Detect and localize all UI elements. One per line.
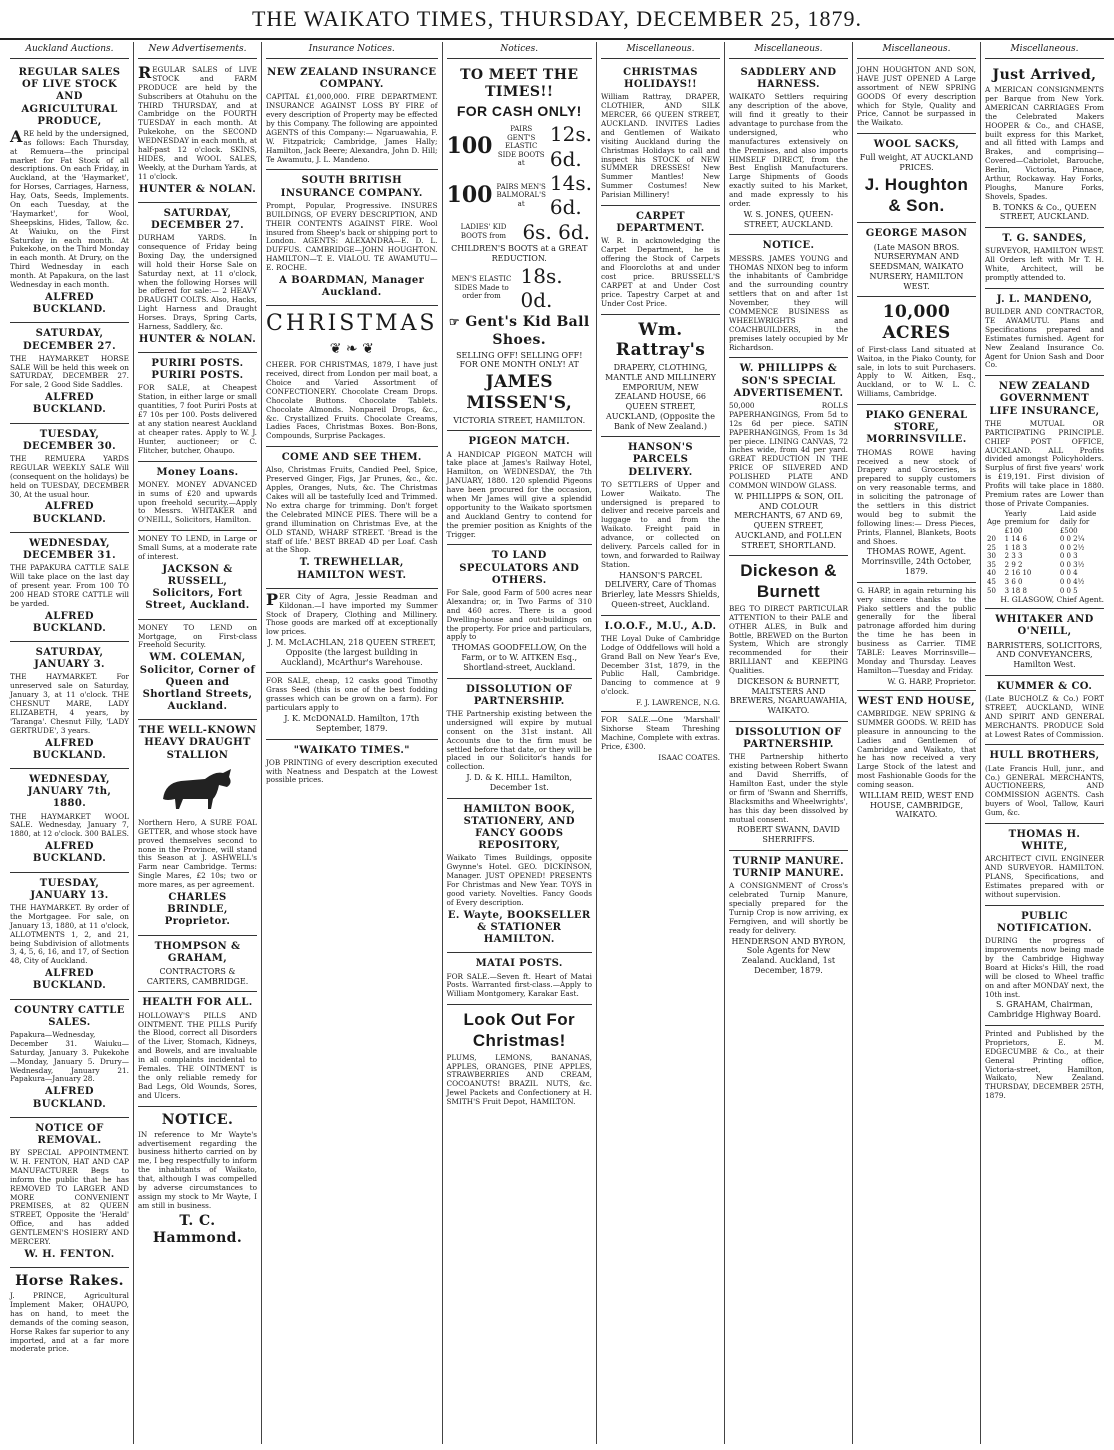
- ad-sign: W. PHILLIPPS & SON, OIL AND COLOUR MERCHANTS, 67 AND 69, QUEEN STREET, AUCKLAND, and FOLLEN STREET, SHORTLAND.: [734, 491, 843, 550]
- ad-title: THE WELL-KNOWN HEAVY DRAUGHT STALLION: [138, 725, 257, 761]
- ad-text: ARE held by the undersigned, as follows: Each Thursday, at Remuera—the principal market for Fat Stock of all descriptions. On each Friday, in Auckland, at the 'Haymarket', for Horses, Carriages, Harness, Hay, Oats, Seeds, Implements. On each Tuesday, at the 'Haymarket', for Wool, Sheepskins, Hides, Tallow, &c. At Waiuku, on the First Saturday in each month. At Pukekohe, on the Third Monday in each month. At Drury, on the Third Wednesday in each month. At Papakura, on the last Wednesday in each month.: [10, 126, 129, 290]
- ad-title: TO MEET THE TIMES!!: [460, 66, 579, 101]
- ad-sign: ALFRED BUCKLAND.: [32, 968, 107, 992]
- ad: [10, 424, 129, 533]
- column-heading: Miscellaneous.: [601, 42, 720, 59]
- column-miscellaneous-3: [981, 42, 1108, 1444]
- ad-text: G. HARP, in again returning his very sincere thanks to the Piako settlers and the public generally for the liberal patronage afforded him during the time he has been in business as Carrier. TIME TABLE: Leaves Morrinsville—Monday and Thursday. Leaves Hamilton—Tuesday and Friday.: [856, 585, 976, 675]
- table-cell: 2 9 2: [1004, 560, 1023, 569]
- ad-title: Just Arrived,: [992, 66, 1097, 83]
- ad-title: REGULAR SALES OF LIVE STOCK AND AGRICULTURAL PRODUCE,: [18, 66, 121, 127]
- ad: [857, 583, 976, 691]
- ad-sign: W. G. HARP, Proprietor.: [887, 676, 976, 686]
- ad: [447, 799, 592, 954]
- ad-text: IN reference to Mr Wayte's advertisement regarding the business hitherto carried on by me, I beg respectfully to inform the inhabitants of Waikato, that, although I was compelled by adverse circumstances to assign my stock to Mr Wayte, I am still in business.: [138, 1129, 257, 1210]
- ad-sign: ALFRED BUCKLAND.: [32, 501, 107, 525]
- column-heading: New Advertisements.: [138, 42, 257, 59]
- column-miscellaneous-1: [725, 42, 853, 1444]
- ad: [985, 745, 1104, 824]
- ad: [138, 462, 257, 532]
- ad: [10, 1268, 129, 1359]
- ad-title: J. L. MANDENO,: [996, 293, 1093, 305]
- pointing-hand-icon: ☞: [448, 315, 461, 330]
- ad-text: MONEY. MONEY ADVANCED in sums of £20 and upwards upon freehold security.—Apply to Messrs. WHITAKER and O'NEILL, Solicitors, Hamilton.: [138, 479, 257, 525]
- imprint: [985, 1026, 1104, 1106]
- table-cell: 0 0 3½: [1059, 560, 1085, 569]
- column-miscellaneous-2: [853, 42, 981, 1444]
- table-cell: 25: [986, 543, 996, 552]
- ad-title: NOTICE OF REMOVAL.: [35, 1122, 104, 1146]
- ad-sign: T. C. Hammond.: [152, 1212, 243, 1246]
- column-heading: Notices.: [447, 42, 592, 59]
- ad-text: DRAPERY, CLOTHING, MANTLE AND MILLINERY EMPORIUM, NEW ZEALAND HOUSE, 66 QUEEN STREET, AUCKLAND, (Opposite the Bank of New Zealand.): [605, 363, 716, 431]
- ad-text: Prompt, Popular, Progressive. INSURES BUILDINGS, OF EVERY DESCRIPTION, AND THEIR CONTENTS AGAINST FIRE. Wool insured from Sheep's back or shipping port to London. AGENTS: ALEXANDRA—E. D. L. DUFFUS. CAMBRIDGE—JOHN HOUGHTON. HAMILTON—T. E. VIALOU. TE AWAMUTU—E. ROCHE.: [266, 200, 438, 273]
- ad-sign: J. Houghton & Son.: [864, 174, 969, 215]
- ad: [10, 533, 129, 642]
- ad-title: SADDLERY AND HARNESS.: [740, 66, 837, 91]
- ad: [266, 740, 438, 791]
- ad-sign: HUNTER & NOLAN.: [138, 333, 257, 345]
- ad-title: CARPET DEPARTMENT.: [616, 211, 705, 235]
- ad: [10, 642, 129, 769]
- column-new-advertisements: [134, 42, 262, 1444]
- ad-text: CAPITAL £1,000,000. FIRE DEPARTMENT. INSURANCE AGAINST LOSS BY FIRE of every description of Property may be effected by this Company. The following are appointed AGENTS of this Company:— Ngaruawahia, F. W. Fitzpatrick; Cambridge, James Hally; Hamilton, Jack Beere; Alexandra, John D. Hill; Te Awamutu, J. L. Mandeno.: [266, 92, 438, 164]
- ad-title: NOTICE.: [762, 240, 815, 252]
- ad: [729, 358, 848, 556]
- ad-text: THOMAS ROWE having received a new stock of Drapery and Groceries, is prepared to supply customers on very reasonable terms, and in soliciting the patronage of the settlers in this district would beg to submit the following lines:— Dress Pieces, Prints, Flannel, Blankets, Boots and Shoes.: [856, 447, 976, 546]
- table-row: [985, 578, 1104, 587]
- ad-text: THE Loyal Duke of Cambridge Lodge of Oddfellows will hold a Grand Ball on New Year's Eve, December 31st, 1879, in the Public Hall, Cambridge. Dancing to commence at 9 o'clock.: [600, 633, 720, 697]
- ad-title: Money Loans.: [156, 466, 239, 478]
- ad: [138, 620, 257, 721]
- ad-text: DURHAM YARDS. In consequence of Friday being Boxing Day, the undersigned will hold their Horse Sale on Saturday next, at 11 o'clock, when the following Horses will be offered for sale:— 2 HEAVY DRAUGHT COLTS. Also, Hacks, Light Harness and Draught Horses. Drays, Spring Carts, Harness, Saddlery, &c.: [138, 233, 257, 332]
- ad-sign: HUNTER & NOLAN.: [138, 183, 257, 195]
- price-line: [447, 171, 592, 220]
- ad-title: DISSOLUTION OF PARTNERSHIP.: [735, 726, 842, 751]
- ad-title: PURIRI POSTS. PURIRI POSTS.: [151, 358, 244, 382]
- column-auckland-auctions: [6, 42, 134, 1444]
- imprint-text: Printed and Published by the Proprietors, E. M. EDGECUMBE & Co., at their General Printing office, Victoria-street, Hamilton, Waikato, New Zealand. THURSDAY, DECEMBER 25TH, 1879.: [984, 1028, 1104, 1101]
- ad-sign: WILLIAM REID, WEST END HOUSE, CAMBRIDGE, WAIKATO.: [859, 790, 974, 820]
- ad: [138, 353, 257, 462]
- table-header-row: [985, 510, 1104, 536]
- price-line: [447, 264, 592, 313]
- ad-sign: THOMAS GOODFELLOW, On the Farm, or to W. AITKEN Esq., Shortland-street, Auckland.: [451, 643, 587, 672]
- ad-text: CONTRACTORS & CARTERS, CAMBRIDGE.: [146, 966, 249, 986]
- ad: [447, 545, 592, 678]
- ad-text: THE HAYMARKET. For unreserved sale on Saturday, January 3, at 11 o'clock. THE CHESNUT MARE, LADY ELIZABETH, 4 years, by 'Taranga'. Chesnut Filly, 'LADY GERTRUDE', 3 years.: [10, 672, 129, 735]
- table-row: [985, 587, 1104, 596]
- ad-title: THOMAS H. WHITE,: [1008, 829, 1081, 853]
- ad: [729, 722, 848, 851]
- ad: [447, 62, 592, 431]
- ad-title: Dickeson & Burnett: [740, 561, 837, 602]
- ad: [10, 1118, 129, 1268]
- ad-sign: B. TONKS & Co., QUEEN STREET, AUCKLAND.: [992, 202, 1097, 222]
- ad-text: HOLLOWAY'S PILLS AND OINTMENT. THE PILLS Purify the Blood, correct all Disorders of the Liver, Stomach, Kidneys, and Bowels, and are invaluable in all complaints incidental to Females. THE OINTMENT is the only reliable remedy for Bad Legs, Old Wounds, Sores, and Ulcers.: [138, 1010, 257, 1100]
- ad-title: NOTICE.: [161, 1111, 234, 1128]
- ad-sign: T. TREWHELLAR, HAMILTON WEST.: [297, 557, 407, 581]
- ad-text: FOR SALE, at Cheapest Station, in either large or small quantities, 7 foot Puriri Posts at £7 10s per 100. Posts delivered at any station nearest Auckland at cheaper rates. Apply to W. J. Hunter, auctioneer; or C. Flitcher, butcher, Ohaupo.: [138, 383, 257, 455]
- ad-text: THE HAYMARKET WOOL SALE. Wednesday, January 7, 1880, at 12 o'clock. 300 BALES.: [10, 811, 129, 839]
- ad-title: NEW ZEALAND INSURANCE COMPANY.: [267, 66, 437, 91]
- masthead-title: THE WAIKATO TIMES, THURSDAY, DECEMBER 25, 1879.: [0, 0, 1114, 40]
- ad: [447, 679, 592, 799]
- ad-title: GEORGE MASON: [865, 228, 968, 240]
- ad-text: FOR SALE, cheap, 12 casks good Timothy Grass Seed (this is one of the best fodding grasses which can be grown on a farm). For particulars apply to: [266, 676, 438, 713]
- ad-text: FOR SALE.—One 'Marshall' Sixhorse Steam Threshing Machine, Complete with extras. Price, £300.: [600, 715, 720, 751]
- ad-title: [447, 314, 592, 348]
- table-cell: 50: [986, 586, 996, 595]
- table-row: [985, 561, 1104, 570]
- ad-text: TO SETTLERS of Upper and Lower Waikato. The undersigned is prepared to deliver and receive parcels and luggage to and from the Waikato. Freight paid in advance, or collected on delivery. Parcels called for in town, and forwarded to Railway Station.: [600, 479, 720, 569]
- ad-sign: F. J. LAWRENCE, N.G.: [635, 698, 720, 708]
- columns: [6, 42, 1108, 1444]
- ad-text: (Late BUCHOLZ & Co.) FORT STREET, AUCKLAND, WINE AND SPIRIT AND GENERAL MERCHANTS. PRODUCE Sold at Lowest Rates of Commission.: [984, 694, 1104, 739]
- ad-title: TUESDAY, JANUARY 13.: [30, 877, 109, 901]
- ad-text: William Rattray, DRAPER, CLOTHIER, AND SILK MERCER, 66 QUEEN STREET, AUCKLAND. INVITES Ladies and Gentlemen of Waikato visiting Auckland during the Christmas Holidays to call and inspect his STOCK of NEW SUMMER DRESSES! New Summer Mantles! New Summer Costumes! New Parisian Millinery!: [600, 92, 720, 200]
- price-amount: 14s. 6d.: [549, 170, 592, 220]
- ad-title: WEST END HOUSE,: [857, 695, 976, 707]
- ad: [10, 323, 129, 423]
- ad: [857, 297, 976, 405]
- ad-title: COUNTRY CATTLE SALES.: [14, 1004, 125, 1028]
- ad-title: PUBLIC NOTIFICATION.: [997, 910, 1092, 935]
- ad-title: PIGEON MATCH.: [468, 436, 570, 448]
- ad-text: J. PRINCE, Agricultural Implement Maker, OHAUPO, has on hand, to meet the demands of the coming season, Horse Rakes far superior to any imported, and at a far more moderate price.: [10, 1291, 129, 1354]
- column-heading: Miscellaneous.: [857, 42, 976, 59]
- column-heading: Auckland Auctions.: [10, 42, 129, 59]
- ad-text: THE PAPAKURA CATTLE SALE Will take place on the last day of present year. From 100 TO 200 HEAD STORE CATTLE will be yarded.: [10, 563, 129, 608]
- table-cell: 45: [986, 578, 996, 587]
- ad: [985, 906, 1104, 1026]
- ad: [138, 992, 257, 1106]
- ad-text: THE HAYMARKET HORSE SALE Will be held this week on SATURDAY, DECEMBER 27. For sale, 2 Good Side Saddles.: [10, 353, 129, 390]
- price-quantity: 100: [446, 181, 493, 208]
- ad-title: PIAKO GENERAL STORE, MORRINSVILLE.: [865, 410, 968, 446]
- table-cell: 20: [986, 535, 996, 544]
- price-description: PAIRS GENT'S ELASTIC SIDE BOOTS at: [497, 125, 545, 168]
- ad: [985, 376, 1104, 609]
- ad-text: MESSRS. JAMES YOUNG and THOMAS NIXON beg to inform the inhabitants of Cambridge and the surrounding country settlers that on and after 1st November, they will COMMENCE BUSINESS as WHEELWRIGHTS and COACHBUILDERS, in the premises lately occupied by Mr Richardson.: [728, 253, 848, 352]
- ad-sign: DICKESON & BURNETT, MALTSTERS AND BREWERS, NGARUAWAHIA, WAIKATO.: [729, 676, 848, 716]
- table-row: [985, 535, 1104, 544]
- ad-text: THE MUTUAL OR PARTICIPATING PRINCIPLE. CHIEF POST OFFICE, AUCKLAND. ALL Profits divided amongst Policyholders. Surplus of first five years' work is £19,191. First division of Profits will take place in 1880. Premium rates are Lower than those of Private Companies.: [984, 418, 1104, 508]
- ad-sign: ALFRED BUCKLAND.: [32, 1086, 107, 1110]
- column-insurance-notices: [262, 42, 443, 1444]
- column-heading: Miscellaneous.: [985, 42, 1104, 59]
- ad: [857, 62, 976, 134]
- ad-title: CHRISTMAS: [266, 311, 438, 337]
- table-cell: 0 0 3: [1059, 552, 1078, 561]
- ad-text: CHEER. FOR CHRISTMAS, 1879, I have just received, direct from London per mail boat, a Choice and Varied Assortment of CONFECTIONERY. Chocolate Cream Drops. Chocolate Buttons. Chocolate Tablets. Chocolate Almonds. Nonpareil Drops, &c., &c. Crystallized Fruits. Chocolate Creams, Ladies Faces, Christmas Boxes. Bon-Bons, Compounds, Surprise Packages.: [266, 360, 438, 441]
- ad: [447, 953, 592, 1005]
- ad-title: DISSOLUTION OF PARTNERSHIP.: [466, 683, 573, 707]
- ad-title: WEDNESDAY, DECEMBER 31.: [22, 537, 116, 562]
- table-cell: 2 3 3: [1004, 552, 1023, 561]
- ad-text: Also, Christmas Fruits, Candied Peel, Spice, Preserved Ginger, Figs, Jar Prunes, &c., &c. Apples, Oranges, Nuts, &c. The Christmas Cakes will all be tastefully Iced and Trimmed. No extra charge for trimming. Don't forget the Celebrated MINCE PIES. There will be a grand illumination on Christmas Eve, at the OLD STAND, WHARF STREET. 'Bread is the staff of life.' BEST BREAD 4D per Loaf. Cash at the Shop.: [266, 465, 438, 555]
- ad-sign: S. GRAHAM, Chairman, Cambridge Highway Board.: [988, 1000, 1101, 1020]
- ad-text: REGULAR SALES of LIVE STOCK and FARM PRODUCE are held by the Subscribers at Otahuhu on the THIRD THURSDAY, and at Cambridge on the FOURTH TUESDAY in each month. At Pukekohe, on the SECOND WEDNESDAY in each month, at half-past 12 o'clock. SKINS, HIDES, and WOOL SALES, Weekly, at the Durham Yards, at 11 o'clock.: [138, 62, 257, 181]
- ad-text: MONEY TO LEND, in Large or Small Sums, at a moderate rate of interest.: [138, 534, 257, 562]
- ad: [266, 306, 438, 447]
- table-cell: 0 0 2¼: [1059, 535, 1085, 544]
- table-cell: 35: [986, 560, 996, 569]
- price-amount: 12s. 6d.: [549, 122, 592, 171]
- table-row: [985, 569, 1104, 578]
- ad-text: W. R. in acknowledging the Carpet Department, he is offering the Stock of Carpets and Floorcloths at and under cost price. BRUSSELL'S CARPET at and Under Cost price. Tapestry Carpet at and Under Cost Price.: [600, 236, 720, 308]
- ad: [138, 720, 257, 935]
- ad-text: VICTORIA STREET, HAMILTON.: [453, 415, 586, 425]
- ad-text: of First-class Land situated at Waitoa, in the Piako County, for sale, in lots to suit Purchasers. Apply to W. Aitken, Esq., Auckland, or to W. L. C. Williams, Cambridge.: [856, 344, 976, 399]
- ad-text: Full weight, AT AUCKLAND PRICES.: [859, 153, 974, 173]
- ad: [601, 62, 720, 206]
- ad: [138, 62, 257, 203]
- ad-title: WHITAKER AND O'NEILL,: [995, 614, 1094, 638]
- ad: [447, 1005, 592, 1112]
- ad: [447, 431, 592, 545]
- ad-title: HEALTH FOR ALL.: [142, 997, 253, 1009]
- ad-text: THE HAYMARKET. By order of the Mortgagee. For sale, on January 13, 1880, at 11 o'clock, ALLOTMENTS 1, 2, and 21, being Subdivision of allotments 3, 4, 5, 6, 16, and 17, of Section 48, City of Auckland.: [10, 903, 129, 966]
- ad: [985, 228, 1104, 289]
- price-quantity: 100: [446, 133, 493, 160]
- ad-title: SATURDAY, JANUARY 3.: [34, 647, 105, 671]
- price-amount: 6s. 6d.: [522, 219, 591, 244]
- kid-ball-shoes-title: Gent's Kid Ball Shoes.: [465, 314, 590, 348]
- ad: [857, 405, 976, 583]
- ad: [857, 223, 976, 297]
- ad-text: A HANDICAP PIGEON MATCH will take place at James's Railway Hotel, Hamilton, on WEDNESDAY, the 7th JANUARY, 1880. 120 splendid Pigeons have been procured for the occasion, when Mr James will give a splendid opportunity to the Waikato sportsmen and Auckland Gentry to contend for the premier position as Knights of the Trigger.: [446, 449, 592, 539]
- ad-text: WAIKATO Settlers requiring any description of the above, will find it greatly to their advantage to purchase from the undersigned, who manufactures extensively on the Premises, and also imports HIMSELF DIRECT, from the Best English Manufacturers. Large Shipments of Goods exactly suited to his Market, and made expressly to his order.: [728, 92, 848, 209]
- ad-title: SATURDAY, DECEMBER 27.: [22, 328, 116, 352]
- horse-illustration-icon: [138, 765, 257, 816]
- ad: [138, 1107, 257, 1253]
- ad-title: HAMILTON BOOK, STATIONERY, AND FANCY GOODS REPOSITORY,: [463, 803, 576, 852]
- ad-text: A MERICAN CONSIGNMENTS per Barque from New York. AMERICAN CARRIAGES From the Celebrated Makers HOOPER & Co., and CHASE, built express for this Market, and all fitted with Lamps and Brakes, and comprising— Covered—Cabriolet, Barouche, Berlin, Victoria, Pinnace, Arthur, Rockaway. Hay Forks, Ploughs, Manure Forks, Shovels, Spades.: [984, 85, 1104, 201]
- ad: [138, 531, 257, 619]
- ad-text: PLUMS, LEMONS, BANANAS, APPLES, ORANGES, PINE APPLES, STRAWBERRIES AND CREAM, COCOANUTS! BRAZIL NUTS, &c. Jewel Packets and Confectionery at H. SMITH'S Fruit Depot, HAMILTON.: [446, 1052, 592, 1107]
- ad: [10, 873, 129, 1000]
- ad-sign: WM. COLEMAN, Solicitor, Corner of Queen and Shortland Streets, Auckland.: [139, 652, 256, 713]
- price-line: [447, 122, 592, 171]
- table-cell: 40: [986, 569, 996, 578]
- ad-sign: ALFRED BUCKLAND.: [32, 737, 107, 761]
- price-description: LADIES' KID BOOTS from: [460, 223, 507, 240]
- ad-sign: J. M. McLACHLAN, 218 QUEEN STREET, Opposite (the largest building in Auckland), McArthur's Warehouse.: [267, 638, 436, 667]
- ad: [10, 62, 129, 323]
- ad-sign: W. H. FENTON.: [24, 1248, 115, 1260]
- ornament-icon: ❦ ❧ ❦: [329, 341, 374, 358]
- ad-sign: H. GLASGOW, Chief Agent.: [1000, 595, 1104, 605]
- table-cell: 30: [986, 552, 996, 561]
- ad-title: W. PHILLIPPS & SON'S SPECIAL ADVERTISEMENT.: [733, 363, 844, 399]
- ad-sign: ALFRED BUCKLAND.: [32, 841, 107, 865]
- ad: [266, 170, 438, 306]
- table-cell: 0 0 5: [1059, 586, 1078, 595]
- premium-table: [985, 510, 1104, 595]
- ad-text: THE Partnership existing between the undersigned will expire by mutual consent on the 31st instant. All Accounts due to the firm must be settled before that date, or they will be placed in our Solicitor's hands for collection.: [446, 708, 592, 772]
- ad: [266, 62, 438, 171]
- ad-sign: J. D. & K. HILL. Hamilton, December 1st.: [466, 773, 573, 792]
- ad-title: I.O.O.F., M.U., A.D.: [604, 620, 717, 632]
- table-header: Age: [986, 518, 1001, 527]
- ad-text: Papakura—Wednesday, December 31. Waiuku—Saturday, January 3. Pukekohe—Monday, January 5. Drury—Wednesday, January 21. Papakura—January 28.: [10, 1029, 129, 1084]
- ad-text: (Late Francis Hull, junr., and Co.) GENERAL MERCHANTS, AUCTIONEERS, AND COMMISSION AGENTS. Cash buyers of Wool, Tallow, Kauri Gum, &c.: [984, 763, 1104, 818]
- ad-text: BUILDER AND CONTRACTOR, TE AWAMUTU. Plans and Specifications prepared and Estimates furnished. Agent for New Zealand Insurance Co. Agent for Union Sash and Door Co.: [984, 307, 1104, 370]
- ad-text: DURING the progress of improvements now being made by the Cambridge Highway Board at Hicks's Hill, the road will be closed to Wheel traffic on and after MONDAY next, the 10th inst.: [984, 936, 1104, 999]
- ad: [601, 616, 720, 713]
- ad-title: WOOL SACKS,: [873, 139, 960, 151]
- ad: [729, 62, 848, 235]
- ad: [266, 673, 438, 739]
- ad-title: WEDNESDAY, JANUARY 7th, 1880.: [27, 774, 112, 810]
- ad-title: KUMMER & CO.: [996, 680, 1093, 692]
- ad-text: 50,000 ROLLS PAPERHANGINGS, From 5d to 12s 6d per piece. SATIN PAPERHANGINGS, From 1s 3d per piece. LINING CANVAS, 72 Inches wide, from 4d per yard. GREAT REDUCTION IN THE PRICE OF SILVERED AND POLISHED PLATE AND COMMON WINDOW GLASS.: [728, 400, 848, 490]
- ad-sign: E. Wayte, BOOKSELLER & STATIONER HAMILTON.: [447, 909, 591, 946]
- ad-sign: ISAAC COATES.: [658, 752, 720, 762]
- column-heading: Insurance Notices.: [266, 42, 438, 59]
- ad: [985, 824, 1104, 906]
- ad-text: SURVEYOR, HAMILTON WEST. All Orders left with Mr T. H. White, Architect, will be promptly attended to.: [984, 246, 1104, 282]
- ad: [729, 851, 848, 981]
- ad-title: HANSON'S PARCELS DELIVERY.: [628, 442, 693, 478]
- ad-text: THE Partnership hitherto existing between Robert Swann and David Sherriffs, of Hamilton East, under the style or firm of 'Swann and Sherriffs, Blacksmiths and Wheelwrights', has this day been dissolved by mutual consent.: [728, 752, 848, 824]
- ad-text: THE REMUERA YARDS REGULAR WEEKLY SALE Will (consequent on the holidays) be held on TUESDAY, DECEMBER 30, At the usual hour.: [10, 454, 129, 499]
- ad: [601, 315, 720, 438]
- table-cell: 3 18 8: [1004, 586, 1027, 595]
- ad-title: 10,000 ACRES: [882, 302, 951, 344]
- ad-title: Horse Rakes.: [15, 1273, 124, 1290]
- ad-title: "WAIKATO TIMES.": [293, 744, 410, 756]
- ad-title: Look Out For Christmas!: [463, 1010, 575, 1050]
- ad: [857, 691, 976, 825]
- ad-text: ARCHITECT CIVIL ENGINEER AND SURVEYOR. HAMILTON. PLANS, Specifications, and Estimates prepared with or without supervision.: [984, 854, 1104, 899]
- ad: [601, 437, 720, 615]
- column-notices: [443, 42, 597, 1444]
- ad-sign: A BOARDMAN, Manager Auckland.: [279, 274, 425, 299]
- ad-text: CAMBRIDGE. NEW SPRING & SUMMER GOODS. W. REID has pleasure in announcing to the Ladies and Gentlemen of Cambridge and Waikato, that he has now received a very Large Stock of the latest and most Fashionable Goods for the coming season.: [856, 708, 976, 790]
- ad-sign: ROBERT SWANN, DAVID SHERRIFFS.: [737, 825, 840, 845]
- ad: [266, 447, 438, 588]
- ad-sign: W. S. JONES, QUEEN-STREET, AUCKLAND.: [743, 209, 834, 229]
- table-cell: 0 0 2½: [1059, 543, 1085, 552]
- table-header: Yearly premium for £100: [1004, 509, 1050, 535]
- ad-title: Wm. Rattray's: [615, 319, 706, 361]
- ad-text: BY SPECIAL APPOINTMENT. W. H. FENTON, HAT AND CAP MANUFACTURER Begs to inform the public that he has REMOVED TO LARGER AND MORE CONVENIENT PREMISES, at 82 QUEEN STREET, Opposite the 'Herald' Office, and has added GENTLEMEN'S HOSIERY AND MERCERY.: [10, 1148, 129, 1246]
- ad-title: COME AND SEE THEM.: [281, 452, 422, 464]
- ad-text: BEG TO DIRECT PARTICULAR ATTENTION to their PALE and OTHER ALES, in Bulk and Bottle, BREWED on the Burton System, Which are strongly recommended for their BRILLIANT and KEEPING Qualities.: [728, 603, 848, 676]
- table-cell: 3 6 0: [1004, 578, 1023, 587]
- ad: [601, 206, 720, 315]
- column-rattray: [597, 42, 725, 1444]
- ad-title: CHRISTMAS HOLIDAYS!!: [623, 66, 698, 91]
- ad-text: Northern Hero, A SURE FOAL GETTER, and whose stock have proved themselves second to none in the Province, will stand this Season at J. ASHWELL's Farm near Cambridge. Terms: Single Mares, £2 10s; two or more mares, as per agreement.: [138, 817, 257, 890]
- ad-sign: ALFRED BUCKLAND.: [32, 291, 107, 316]
- ad-sign: HANSON'S PARCEL DELIVERY, Care of Thomas Brierley, late Messrs Shields, Queen-street, Auckland.: [601, 570, 720, 609]
- ad: [985, 289, 1104, 376]
- ad-sign: CHARLES BRINDLE, Proprietor.: [164, 892, 231, 928]
- ad: [138, 936, 257, 993]
- ad-title: TUESDAY, DECEMBER 30.: [22, 428, 116, 452]
- ad-text: FOR SALE.—Seven ft. Heart of Matai Posts. Warranted first-class.—Apply to William Montgomery, Karakar East.: [446, 971, 592, 999]
- ad-title: T. G. SANDES,: [1002, 233, 1087, 245]
- ad-text: JOB PRINTING of every description executed with Neatness and Despatch at the Lowest possible prices.: [266, 757, 438, 785]
- column-heading: Miscellaneous.: [729, 42, 848, 59]
- table-cell: 0 0 4½: [1059, 578, 1085, 587]
- ad: [266, 589, 438, 674]
- ad: [985, 609, 1104, 676]
- ad-text: JOHN HOUGHTON AND SON, HAVE JUST OPENED A Large assortment of NEW SPRING GOODS Of every description which for Style, Quality and Price, Cannot be surpassed in the Waikato.: [856, 64, 976, 128]
- price-description: PAIRS MEN'S BALMORAL'S at: [496, 182, 546, 208]
- ad: [138, 203, 257, 353]
- ad-text: BARRISTERS, SOLICITORS, AND CONVEYANCERS, Hamilton West.: [986, 640, 1103, 670]
- ad-sign: HENDERSON AND BYRON, Sole Agents for New Zealand. Auckland, 1st December, 1879.: [731, 936, 846, 975]
- price-amount: 18s. 0d.: [520, 263, 563, 313]
- ad-sign: THOMAS ROWE, Agent. Morrinsville, 24th October, 1879.: [861, 547, 972, 576]
- ad: [985, 62, 1104, 228]
- ad: [857, 134, 976, 223]
- ad-sign: ALFRED BUCKLAND.: [32, 392, 107, 416]
- ad-text: A CONSIGNMENT of Cross's celebrated Turnip Manure, specially prepared for the Turnip Crop is now arriving, ex Ferngiven, and will shortly be ready for delivery.: [728, 881, 848, 935]
- ad-sign: ALFRED BUCKLAND.: [32, 610, 107, 634]
- ad-text: PER City of Agra, Jessie Readman and Kildonan.—I have imported my Summer Stock of Drapery, Clothing and Millinery. Those goods are marked off at exceptionally low prices.: [266, 589, 438, 637]
- ad-title: TO LAND SPECULATORS AND OTHERS.: [459, 550, 580, 586]
- ad-text: For Sale, good Farm of 500 acres near Alexandra; or, in Two Farms of 310 and 460 acres. There is a good Dwelling-house and out-buildings on the property. For price and particulars, apply to: [446, 587, 592, 642]
- ad-title: SOUTH BRITISH INSURANCE COMPANY.: [280, 175, 423, 199]
- ad-text: FOR CASH ONLY!: [456, 103, 582, 120]
- price-line: [447, 220, 592, 244]
- ad-text: MONEY TO LEND on Mortgage, on First-class Freehold Security.: [138, 622, 257, 650]
- table-cell: 1 18 3: [1004, 543, 1027, 552]
- ad: [10, 769, 129, 873]
- price-description: MEN'S ELASTIC SIDES Made to order from: [451, 275, 512, 301]
- ad: [601, 712, 720, 766]
- children-boots-line: CHILDREN'S BOOTS at a GREAT REDUCTION.: [451, 244, 588, 263]
- ad-title: HULL BROTHERS,: [989, 750, 1100, 762]
- ad: [729, 556, 848, 722]
- table-cell: 2 16 10: [1004, 569, 1032, 578]
- table-row: [985, 552, 1104, 561]
- table-header: Laid aside daily for £500: [1059, 509, 1097, 535]
- ad-sign: J. K. McDONALD. Hamilton, 17th September, 1879.: [284, 714, 420, 733]
- ad: [10, 1000, 129, 1118]
- ad-title: MATAI POSTS.: [475, 958, 563, 970]
- table-row: [985, 544, 1104, 553]
- ad-text: SELLING OFF! SELLING OFF! FOR ONE MONTH ONLY! AT: [456, 350, 583, 370]
- table-cell: 1 14 6: [1004, 535, 1027, 544]
- ad-title: NEW ZEALAND GOVERNMENT LIFE INSURANCE,: [989, 381, 1100, 417]
- ad-text: Waikato Times Buildings, opposite Gwynne's Hotel. GEO. DICKINSON, Manager. JUST OPENED! PRESENTS For Christmas and New Year. TOYS in good variety. Novelties. Fancy Goods of Every description.: [446, 853, 592, 907]
- table-cell: 0 0 4: [1059, 569, 1078, 578]
- ad-text: (Late MASON BROS. NURSERYMAN AND SEEDSMAN, WAIKATO NURSERY, HAMILTON WEST.: [869, 242, 964, 291]
- ad-title: THOMPSON & GRAHAM,: [154, 940, 241, 964]
- ad-sign: JACKSON & RUSSELL, Solicitors, Fort Street, Auckland.: [145, 563, 250, 612]
- ad: [729, 235, 848, 358]
- ad-title: JAMES MISSEN'S,: [466, 372, 573, 413]
- horse-icon: [153, 765, 243, 811]
- ad-title: SATURDAY, DECEMBER 27.: [150, 207, 244, 231]
- ad-title: TURNIP MANURE. TURNIP MANURE.: [732, 855, 844, 880]
- ad: [985, 676, 1104, 746]
